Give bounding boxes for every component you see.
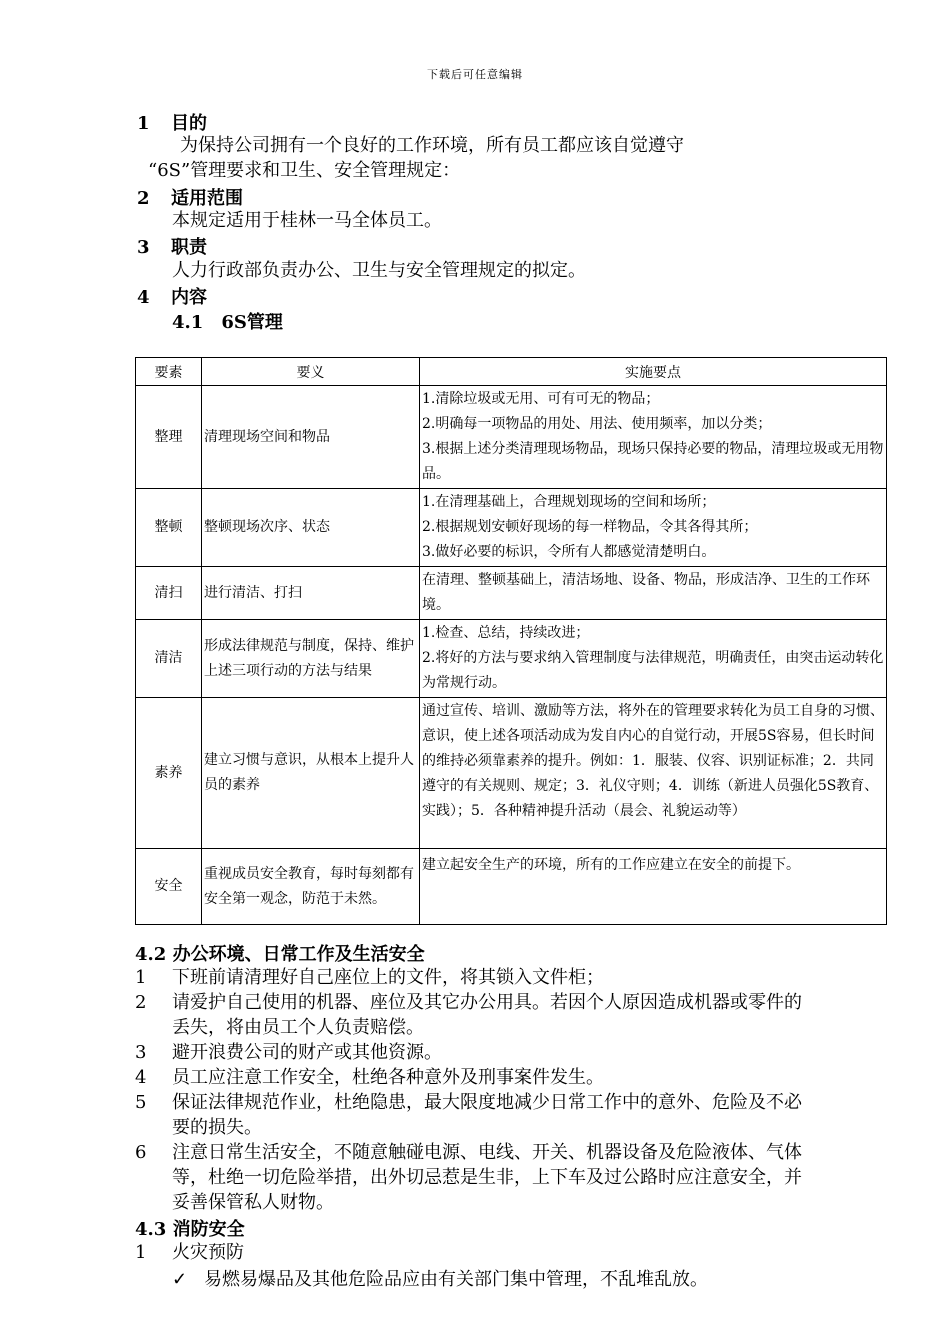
six-s-table <box>135 357 887 925</box>
item-number: 6 <box>135 1142 147 1163</box>
list-item <box>135 1090 817 1140</box>
header-element: 要素 <box>136 358 202 386</box>
item-number: 5 <box>135 1092 147 1113</box>
cell-points <box>420 489 887 567</box>
list-item <box>135 1065 817 1090</box>
item-number: 3 <box>135 1042 147 1063</box>
section-title: 内容 <box>171 287 207 308</box>
cell-element: 安全 <box>136 849 202 925</box>
check-text: 易燃易爆品及其他危险品应由有关部门集中管理，不乱堆乱放。 <box>204 1269 708 1290</box>
scope-text: 本规定适用于桂林一马全体员工。 <box>172 210 442 231</box>
item-number: 1 <box>135 1242 147 1263</box>
list-item <box>135 990 817 1040</box>
section-1-heading <box>137 109 207 135</box>
cell-element: 素养 <box>136 698 202 849</box>
section-title: 职责 <box>171 237 207 258</box>
section-4-heading <box>137 283 207 309</box>
cell-element: 整顿 <box>136 489 202 567</box>
item-text: 保证法律规范作业，杜绝隐患，最大限度地减少日常工作中的意外、危险及不必要的损失。 <box>172 1092 802 1138</box>
section-number: 1 <box>137 113 150 134</box>
page-header: 下载后可任意编辑 <box>427 68 523 81</box>
cell-meaning: 清理现场空间和物品 <box>202 386 420 489</box>
cell-points <box>420 849 887 925</box>
item-text: 下班前请清理好自己座位上的文件，将其锁入文件柜； <box>172 967 604 988</box>
point-line: 建立起安全生产的环境，所有的工作应建立在安全的前提下。 <box>422 857 800 873</box>
list-item <box>135 965 817 990</box>
section-3-heading <box>137 233 207 259</box>
item-number: 1 <box>135 967 147 988</box>
purpose-text-1: 为保持公司拥有一个良好的工作环境，所有员工都应该自觉遵守 <box>180 135 684 156</box>
cell-meaning: 重视成员安全教育，每时每刻都有安全第一观念，防范于未然。 <box>202 849 420 925</box>
table-row <box>136 386 887 489</box>
cell-points <box>420 620 887 698</box>
item-text: 请爱护自己使用的机器、座位及其它办公用具。若因个人原因造成机器或零件的丢失，将由员工个人负责赔偿。 <box>172 992 802 1038</box>
table-header-row <box>136 358 887 386</box>
table-row <box>136 567 887 620</box>
cell-points <box>420 386 887 489</box>
point-line: 1.检查、总结，持续改进； <box>422 625 590 641</box>
item-text: 员工应注意工作安全，杜绝各种意外及刑事案件发生。 <box>172 1067 604 1088</box>
header-points: 实施要点 <box>420 358 887 386</box>
duty-text: 人力行政部负责办公、卫生与安全管理规定的拟定。 <box>172 260 586 281</box>
cell-element: 清洁 <box>136 620 202 698</box>
item-text: 避开浪费公司的财产或其他资源。 <box>172 1042 442 1063</box>
cell-meaning: 建立习惯与意识，从根本上提升人员的素养 <box>202 698 420 849</box>
list-item <box>135 1240 817 1265</box>
cell-points <box>420 567 887 620</box>
point-line: 1.清除垃圾或无用、可有可无的物品； <box>422 391 660 407</box>
table-row <box>136 620 887 698</box>
item-text: 注意日常生活安全，不随意触碰电源、电线、开关、机器设备及危险液体、气体等，杜绝一切危险举措，出外切忌惹是生非，上下车及过公路时应注意安全，并妥善保管私人财物。 <box>172 1142 802 1213</box>
list-item <box>135 1140 817 1215</box>
table-row <box>136 849 887 925</box>
table-row <box>136 698 887 849</box>
section-title: 目的 <box>171 113 207 134</box>
checkmark-icon: ✓ <box>172 1269 188 1290</box>
section-4-3-title: 4.3 消防安全 <box>135 1219 245 1240</box>
section-4-2-title: 4.2 办公环境、日常工作及生活安全 <box>135 944 425 965</box>
point-line: 3.做好必要的标识，令所有人都感觉清楚明白。 <box>422 544 716 560</box>
section-number: 3 <box>137 237 150 258</box>
cell-element: 整理 <box>136 386 202 489</box>
point-line: 2.明确每一项物品的用处、用法、使用频率，加以分类； <box>422 416 772 432</box>
cell-element: 清扫 <box>136 567 202 620</box>
cell-meaning: 进行清洁、打扫 <box>202 567 420 620</box>
check-item <box>172 1265 708 1291</box>
point-line: 1.在清理基础上，合理规划现场的空间和场所； <box>422 494 716 510</box>
purpose-text-2: “6S”管理要求和卫生、安全管理规定： <box>148 160 461 181</box>
section-number: 4 <box>137 287 150 308</box>
cell-points <box>420 698 887 849</box>
item-number: 4 <box>135 1067 147 1088</box>
cell-meaning: 形成法律规范与制度，保持、维护上述三项行动的方法与结果 <box>202 620 420 698</box>
point-line: 3.根据上述分类清理现场物品，现场只保持必要的物品，清理垃圾或无用物品。 <box>422 441 884 482</box>
section-title: 适用范围 <box>171 188 243 209</box>
section-2-heading <box>137 184 243 210</box>
item-number: 2 <box>135 992 147 1013</box>
header-meaning: 要义 <box>202 358 420 386</box>
point-line: 通过宣传、培训、激励等方法，将外在的管理要求转化为员工自身的习惯、意识，使上述各项活动成为发自内心的自觉行动，开展5S容易，但长时间的维持必须靠素养的提升。例如：1．服装、仪容、识别证标准；2．共同遵守的有关规则、规定；3．礼仪守则；4．训练（新进人员强化5S教育、实践）；5．各种精神提升活动（晨会、礼貌运动等） <box>422 703 884 819</box>
subsection-4-1: 4.1 6S管理 <box>172 312 283 333</box>
item-text: 火灾预防 <box>172 1242 244 1263</box>
cell-meaning: 整顿现场次序、状态 <box>202 489 420 567</box>
point-line: 2.将好的方法与要求纳入管理制度与法律规范，明确责任，由突击运动转化为常规行动。 <box>422 650 884 691</box>
section-number: 2 <box>137 188 150 209</box>
point-line: 在清理、整顿基础上，清洁场地、设备、物品，形成洁净、卫生的工作环境。 <box>422 572 870 613</box>
table-row <box>136 489 887 567</box>
point-line: 2.根据规划安顿好现场的每一样物品，令其各得其所； <box>422 519 758 535</box>
list-item <box>135 1040 817 1065</box>
